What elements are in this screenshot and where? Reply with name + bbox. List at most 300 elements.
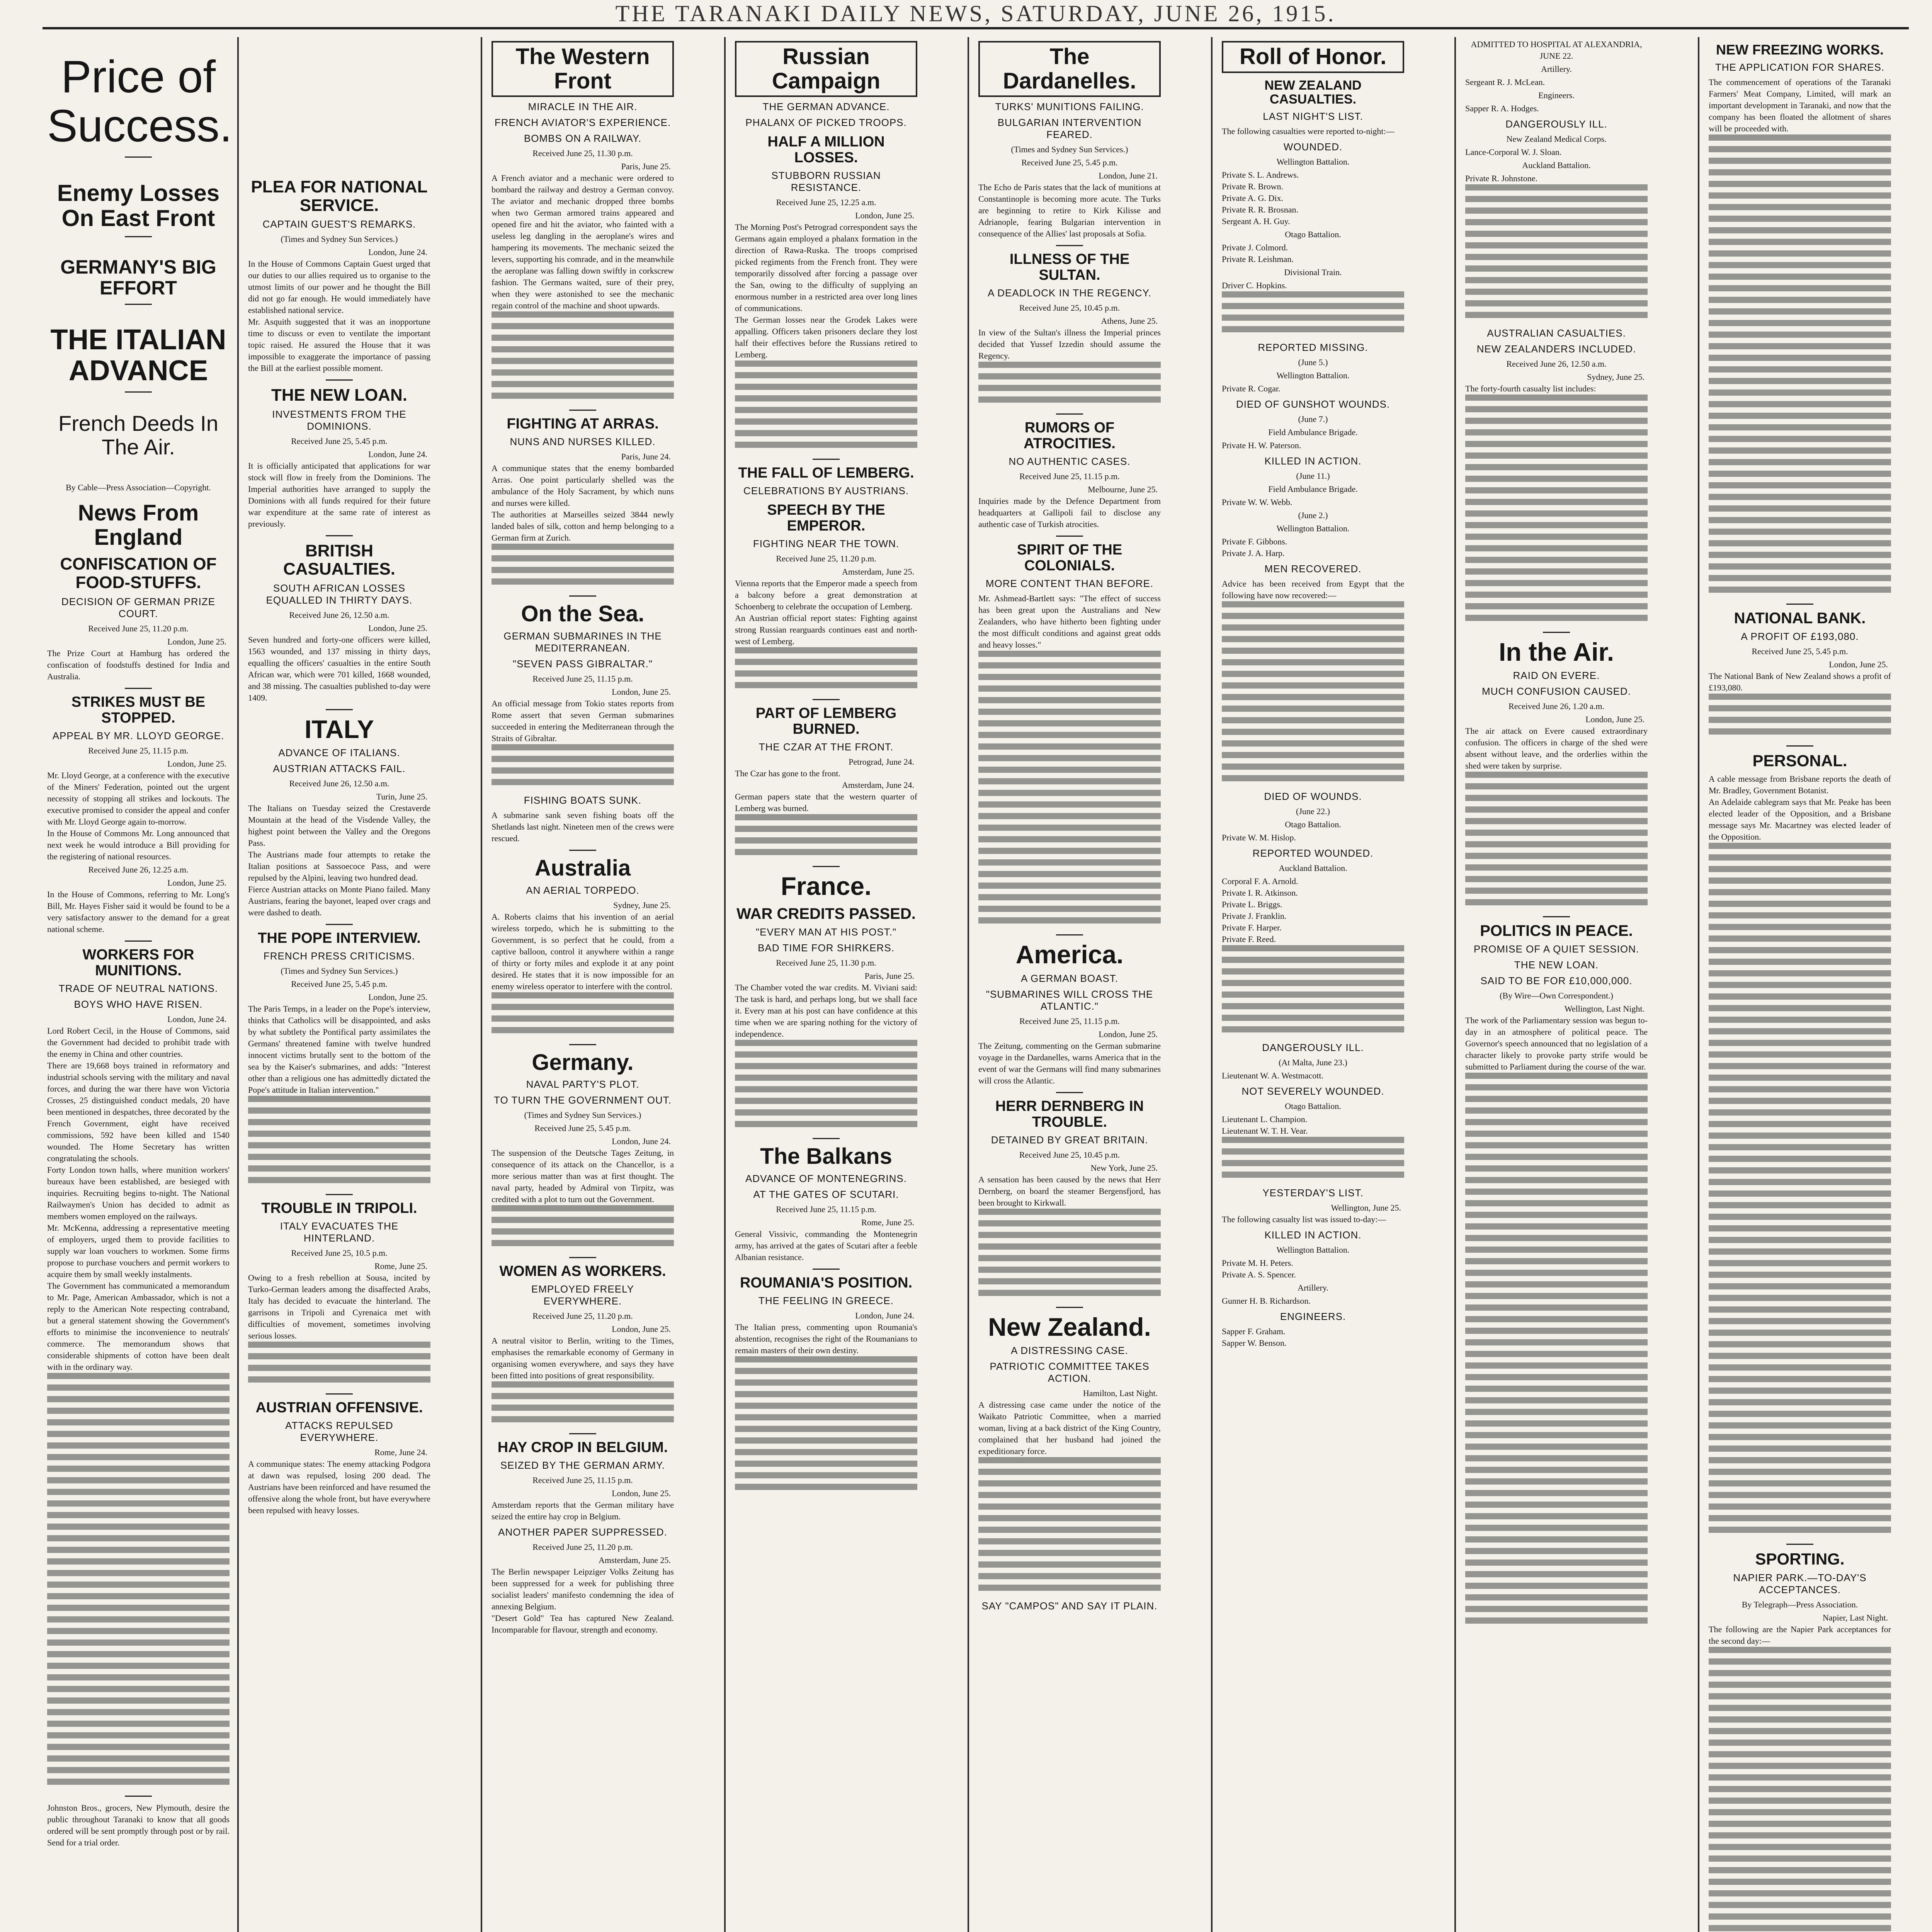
- headline-new-zealand: New Zealand.: [988, 1312, 1151, 1341]
- page-title: Price of Success.: [47, 51, 232, 152]
- list-date: (June 22.): [1296, 806, 1330, 816]
- dateline: Amsterdam, June 25.: [842, 567, 914, 577]
- column-4: [730, 37, 922, 1932]
- paragraph: The suspension of the Deutsche Tages Zeitung, in consequence of its attack on the Chancellor, is a more serious matter than was at first thought. The naval party, headed by Admiral von Tirpitz, was credited with a plot to turn out the Government.: [492, 1148, 674, 1204]
- list-item: Private M. H. Peters.: [1222, 1258, 1293, 1268]
- subhead-appeal: APPEAL BY MR. LLOYD GEORGE.: [52, 730, 224, 742]
- dateline: London, June 25.: [368, 992, 427, 1002]
- paragraph: The Berlin newspaper Leipziger Volks Zeitung has been suppressed for a week for publishing three socialist leaders' manifesto condemning the idea of annexing Belgium.: [492, 1567, 674, 1612]
- headline-politics: POLITICS IN PEACE.: [1480, 922, 1633, 940]
- dateline: (Times and Sydney Sun Services.): [1011, 145, 1128, 155]
- subhead-confusion: MUCH CONFUSION CAUSED.: [1481, 685, 1631, 697]
- paragraph: A communique states that the enemy bombarded Arras. One point particularly shelled was the ambulance of the Holy Sacrament, by which nuns and nurses were killed.: [492, 463, 674, 508]
- list-item: Sapper W. Benson.: [1222, 1338, 1287, 1348]
- paragraph: The following are the Napier Park acceptances for the second day:—: [1709, 1624, 1891, 1646]
- byline: By Cable—Press Association—Copyright.: [66, 483, 211, 493]
- paragraph: Mr. Ashmead-Bartlett says: "The effect of success has been great upon the Australians and New Zealanders, who have hitherto been fighting under the most difficult conditions and against great odds and heavy losses.": [978, 594, 1161, 650]
- list-item: Gunner H. B. Richardson.: [1222, 1296, 1311, 1306]
- unit-name: Otago Battalion.: [1285, 230, 1341, 240]
- dateline: Received June 25, 5.45 p.m.: [291, 979, 388, 989]
- subhead-every-man: "EVERY MAN AT HIS POST.": [755, 926, 897, 938]
- list-item: Private R. Johnstone.: [1465, 173, 1537, 183]
- advertisement: Johnston Bros., grocers, New Plymouth, desire the public throughout Taranaki to know that all goods ordered will be sent promptly through post or by rail. Send for a trial order.: [47, 1803, 230, 1847]
- paragraph: Lord Robert Cecil, in the House of Commons, said the Government had decided to prohibit trade with the enemy in China and other countries.: [47, 1026, 230, 1059]
- paragraph: The following casualty list was issued to-day:—: [1222, 1214, 1386, 1225]
- dateline: Received June 25, 12.25 a.m.: [776, 197, 876, 207]
- list-item: Private F. Harper.: [1222, 923, 1282, 933]
- subhead-killed-2: KILLED IN ACTION.: [1264, 1229, 1362, 1241]
- headline-illness: ILLNESS OF THE SULTAN.: [1009, 251, 1130, 284]
- paragraph: The air attack on Evere caused extraordinary confusion. The officers in charge of the shed were absent without leave, and the orderlies within the shed were taken by surprise.: [1465, 726, 1648, 771]
- headline-part-burned: PART OF LEMBERG BURNED.: [755, 705, 897, 738]
- dateline: Petrograd, June 24.: [849, 757, 914, 767]
- paragraph: A sensation has been caused by the news that Herr Dernberg, on board the steamer Bergensfjord, has been brought to Kirkwall.: [978, 1174, 1161, 1208]
- headline-nz-casualties: NEW ZEALAND CASUALTIES.: [1264, 78, 1362, 107]
- headline-on-the-sea: On the Sea.: [521, 601, 645, 627]
- list-item: Private R. Cogar.: [1222, 384, 1281, 394]
- dateline: Hamilton, Last Night.: [1083, 1388, 1158, 1398]
- headline-british-casualties: BRITISH CASUALTIES.: [283, 541, 396, 579]
- list-item: Lieutenant W. A. Westmacott.: [1222, 1071, 1324, 1081]
- subhead-italy-evacuates: ITALY EVACUATES THE HINTERLAND.: [280, 1220, 399, 1244]
- dateline: Received June 26, 12.50 a.m.: [1506, 359, 1607, 369]
- dateline: London, June 25.: [1829, 660, 1888, 670]
- paragraph: Mr. Lloyd George, at a conference with the executive of the Miners' Federation, pointed out the urgent necessity of stopping all strikes and lockouts. The executive promised to consider the appeal and confer with Mr. Lloyd George again to-morrow.: [47, 770, 230, 827]
- subhead-munitions: TURKS' MUNITIONS FAILING.: [995, 101, 1144, 113]
- list-item: Private H. W. Paterson.: [1222, 440, 1301, 451]
- paragraph: An official message from Tokio states reports from Rome assert that seven German submarines succeeded in entering the Mediterranean through the Straits of Gibraltar.: [492, 698, 674, 743]
- dateline: London, June 25.: [167, 636, 226, 646]
- paragraph: In view of the Sultan's illness the Imperial princes decided that Yussef Izzedin should assume the Regency.: [978, 328, 1161, 361]
- headline-strikes: STRIKES MUST BE STOPPED.: [71, 694, 206, 726]
- subhead-advance: ADVANCE OF ITALIANS.: [278, 747, 400, 759]
- dateline: Received June 25, 11.15 p.m.: [88, 745, 189, 755]
- headline-dardanelles: The Dardanelles.: [1003, 44, 1136, 94]
- paragraph: German papers state that the western quarter of Lemberg was burned.: [735, 792, 917, 813]
- paragraph: The Morning Post's Petrograd correspondent says the Germans again employed a phalanx formation in the direction of Rawa-Ruska. The troops comprised picked regiments from the French front. They were temporarily dissolved after forcing a passage over the San, owing to the difficulty of supplying an enormous number in a restricted area over long lines of communications.: [735, 222, 917, 313]
- column-6: [1217, 37, 1409, 1932]
- subhead-reported-missing: REPORTED MISSING.: [1258, 342, 1368, 354]
- list-item: Sapper R. A. Hodges.: [1465, 104, 1539, 113]
- subhead-atlantic: "SUBMARINES WILL CROSS THE ATLANTIC.": [986, 988, 1153, 1012]
- column-7: [1461, 37, 1652, 1932]
- headline-germany: GERMANY'S BIG EFFORT: [60, 256, 216, 299]
- paragraph: The Echo de Paris states that the lack of munitions at Constantinople is becoming more acute. The Turks are beginning to retire to Kirk Kilisse and Adrianople, fearing Bulgarian intervention in consequence of the Allies' last proposals at Sofia.: [978, 182, 1161, 239]
- headline-balkans: The Balkans: [760, 1143, 892, 1169]
- masthead: THE TARANAKI DAILY NEWS, SATURDAY, JUNE 26, 1915.: [43, 0, 1909, 29]
- dateline: Received June 26, 12.50 a.m.: [289, 778, 389, 788]
- column-rule: [968, 37, 969, 1932]
- list-item: Private A. S. Spencer.: [1222, 1270, 1296, 1280]
- column-rule: [1698, 37, 1699, 1932]
- dateline: Received June 26, 12.50 a.m.: [289, 610, 389, 620]
- list-item: Private R. R. Brosnan.: [1222, 205, 1298, 215]
- dateline: London, June 25.: [1099, 1029, 1158, 1039]
- dateline: London, June 25.: [167, 878, 226, 888]
- subhead-promise: PROMISE OF A QUIET SESSION.: [1473, 943, 1639, 955]
- subhead-content: MORE CONTENT THAN BEFORE.: [985, 578, 1154, 590]
- subhead-engineers: ENGINEERS.: [1280, 1311, 1346, 1323]
- paragraph: Amsterdam reports that the German military have seized the entire hay crop in Belgium.: [492, 1500, 674, 1522]
- headline-austrian-offensive: AUSTRIAN OFFENSIVE.: [255, 1399, 423, 1416]
- dateline: Amsterdam, June 24.: [842, 780, 914, 790]
- unit-name: Wellington Battalion.: [1276, 1245, 1350, 1255]
- dateline: Napier, Last Night.: [1823, 1612, 1888, 1622]
- subhead-distressing: A DISTRESSING CASE.: [1011, 1345, 1128, 1357]
- subhead-gibraltar: "SEVEN PASS GIBRALTAR.": [512, 658, 653, 670]
- subhead-dangerously-ill: DANGEROUSLY ILL.: [1505, 118, 1607, 130]
- list-item: Sergeant A. H. Guy.: [1222, 216, 1290, 226]
- dateline: Paris, June 24.: [621, 452, 671, 462]
- column-1: [43, 37, 234, 1932]
- dateline: London, June 25.: [167, 759, 226, 769]
- subhead-montenegrins: ADVANCE OF MONTENEGRINS.: [745, 1172, 907, 1184]
- paragraph: The following casualties were reported to-night:—: [1222, 126, 1395, 136]
- list-item: Private J. A. Harp.: [1222, 548, 1285, 558]
- list-item: Driver C. Hopkins.: [1222, 281, 1287, 291]
- dateline: Received June 25, 5.45 p.m.: [534, 1123, 631, 1133]
- dateline: By Telegraph—Press Association.: [1742, 1599, 1858, 1609]
- subhead-naval-plot: NAVAL PARTY'S PLOT.: [526, 1078, 639, 1090]
- list-item: Sapper F. Graham.: [1222, 1327, 1286, 1337]
- subhead-fishing: FISHING BOATS SUNK.: [524, 794, 642, 806]
- dateline: Melbourne, June 25.: [1088, 485, 1158, 495]
- headline-national-bank: NATIONAL BANK.: [1734, 609, 1866, 627]
- headline-pope: THE POPE INTERVIEW.: [258, 930, 421, 946]
- list-item: Private J. Colmord.: [1222, 243, 1288, 253]
- dateline: Rome, June 24.: [374, 1447, 427, 1457]
- dateline: London, June 24.: [368, 247, 427, 257]
- unit-name: Field Ambulance Brigade.: [1268, 427, 1358, 437]
- column-8: [1704, 37, 1896, 1932]
- headline-england: News From England: [78, 500, 199, 550]
- column-5: [974, 37, 1165, 1932]
- subhead-australian: AUSTRALIAN CASUALTIES.: [1487, 327, 1626, 339]
- list-item: Private W. W. Webb.: [1222, 497, 1293, 507]
- dateline: London, June 25.: [612, 687, 671, 697]
- paragraph: There are 19,668 boys trained in reformatory and industrial schools serving with the military and naval forces, and during the war there have won Victoria Crosses, 25 distinguished conduct medals, 20 have been mentioned in despatches, three decorated by the French Government, eight have received commissions, 592 have been killed and 1540 wounded. The Home Secretary has written congratulating the schools.: [47, 1060, 230, 1163]
- paragraph: Mr. Asquith suggested that it was an inopportune time to discuss or even to ventilate the important topic raised. He assured the House that it was impossible to exaggerate the importance of passing the Bill at the earliest possible moment.: [248, 317, 430, 373]
- dateline: (Times and Sydney Sun Services.): [281, 234, 398, 244]
- dateline: (Times and Sydney Sun Services.): [524, 1110, 641, 1120]
- list-item: Corporal F. A. Arnold.: [1222, 876, 1298, 886]
- headline-personal: PERSONAL.: [1752, 752, 1847, 770]
- dateline: Received June 26, 1.20 a.m.: [1508, 701, 1605, 711]
- headline-spirit: SPIRIT OF THE COLONIALS.: [1017, 542, 1122, 574]
- list-date: (June 5.): [1298, 357, 1328, 367]
- headline-fall-of-lemberg: THE FALL OF LEMBERG.: [738, 465, 914, 481]
- paragraph: Seven hundred and forty-one officers were killed, 1563 wounded, and 137 missing in thirty days, equalling the officers' casualties in the entire South African war, which were 701 killed, 1668 wounded, and 38 missing. The casualties published to-day were 1409.: [248, 634, 430, 702]
- unit-name: Artillery.: [1298, 1283, 1328, 1293]
- paragraph: The Prize Court at Hamburg has ordered the confiscation of foodstuffs destined for India and Australia.: [47, 648, 230, 681]
- dateline: London, June 24.: [167, 1014, 226, 1024]
- dateline: New York, June 25.: [1090, 1163, 1158, 1173]
- paragraph: The Zeitung, commenting on the German submarine voyage in the Dardanelles, warns America that in the event of war the Germans will find many submarines will cross the Atlantic.: [978, 1041, 1161, 1085]
- list-item: Lance-Corporal W. J. Sloan.: [1465, 147, 1562, 157]
- subhead-turn-out: TO TURN THE GOVERNMENT OUT.: [494, 1094, 672, 1106]
- column-rule: [1454, 37, 1456, 1932]
- dateline: (By Wire—Own Correspondent.): [1500, 991, 1613, 1001]
- subhead-raid: RAID ON EVERE.: [1513, 670, 1600, 682]
- headline-australia: Australia: [534, 855, 631, 881]
- paragraph: The Chamber voted the war credits. M. Viviani said: The task is hard, and perhaps long, but we shall face it. Every man at his post can have confidence at this time when we are sparing nothing for the victory of independence.: [735, 982, 917, 1039]
- dateline: Received June 25, 10.5 p.m.: [291, 1248, 388, 1258]
- unit-name: Wellington Battalion.: [1276, 524, 1350, 534]
- headline-tripoli: TROUBLE IN TRIPOLI.: [261, 1200, 417, 1216]
- unit-name: Divisional Train.: [1284, 267, 1342, 277]
- dateline: London, June 24.: [368, 449, 427, 459]
- subhead-south-african: SOUTH AFRICAN LOSSES EQUALLED IN THIRTY DAYS.: [266, 582, 413, 606]
- subhead-aviator: FRENCH AVIATOR'S EXPERIENCE.: [494, 117, 671, 129]
- dateline: Paris, June 25.: [864, 971, 914, 981]
- paragraph: Inquiries made by the Defence Department from headquarters at Gallipoli fail to disclose any authentic case of Turkish atrocities.: [978, 496, 1161, 529]
- subhead-paper: ANOTHER PAPER SUPPRESSED.: [498, 1526, 667, 1538]
- headline-hay-crop: HAY CROP IN BELGIUM.: [497, 1439, 668, 1456]
- paragraph: In the House of Commons Mr. Long announced that next week he would introduce a Bill providing for the registering of national resources.: [47, 828, 230, 861]
- subhead-new-loan: THE NEW LOAN.: [1514, 959, 1599, 971]
- paragraph: The Austrians made four attempts to retake the Italian positions at Sassoecoce Pass, and were repulsed by the Alpini, leaving two hundred dead.: [248, 849, 430, 883]
- dateline: Amsterdam, June 25.: [599, 1555, 671, 1565]
- paragraph: An Austrian official report states: Fighting against strong Russian rearguards continues east and north-west of Lemberg.: [735, 613, 917, 646]
- headline-freezing-works: NEW FREEZING WORKS.: [1716, 42, 1884, 58]
- dateline: London, June 25.: [612, 1488, 671, 1498]
- headline-speech: SPEECH BY THE EMPEROR.: [767, 502, 885, 534]
- paragraph: Mr. McKenna, addressing a representative meeting of employers, urged them to provide facilities to supply war loan vouchers to workmen. Some firms propose to purchase vouchers and permit workers to acquire them by small weekly instalments.: [47, 1223, 230, 1279]
- dateline: Received June 25, 5.45 p.m.: [1752, 646, 1848, 656]
- subhead-detained: DETAINED BY GREAT BRITAIN.: [991, 1134, 1148, 1146]
- paragraph: The Government has communicated a memorandum to Mr. Page, American Ambassador, which is not a reply to the American Note respecting contraband, but a general statement showing the Government's efforts to minimise the inconvenience to neutrals' commerce. The memorandum shows that considerable shipments of cotton have been dealt with in the ordinary way.: [47, 1281, 230, 1372]
- list-item: Private J. Franklin.: [1222, 911, 1287, 921]
- subhead-no-authentic: NO AUTHENTIC CASES.: [1009, 456, 1131, 468]
- subhead-greece: THE FEELING IN GREECE.: [759, 1294, 894, 1306]
- paragraph: The Paris Temps, in a leader on the Pope's interview, thinks that Catholics will be disappointed, and asks by what subtlety the Pontifical party assimilates the Germans' threatened famine with twelve hundred innocent victims brutally sent to the bottom of the sea by the Kaiser's submarines, and adds: "Interest other than a religious one has admittedly dictated the Pope's attitude in Italian intervention.": [248, 1003, 430, 1095]
- list-item: Private R. Brown.: [1222, 182, 1283, 192]
- headline-sporting: SPORTING.: [1755, 1550, 1845, 1568]
- subhead-died-gunshot: DIED OF GUNSHOT WOUNDS.: [1236, 398, 1390, 410]
- paragraph: The Czar has gone to the front.: [735, 769, 841, 779]
- subhead-application: THE APPLICATION FOR SHARES.: [1715, 61, 1885, 73]
- dateline: London, June 25.: [1585, 714, 1645, 724]
- paragraph: Advice has been received from Egypt that the following have now recovered:—: [1222, 579, 1404, 600]
- subhead-dangerously-ill: DANGEROUSLY ILL.: [1262, 1042, 1364, 1054]
- unit-name: Wellington Battalion.: [1276, 371, 1350, 381]
- list-item: Private I. R. Atkinson.: [1222, 888, 1298, 898]
- paragraph: The authorities at Marseilles seized 3844 newly landed bales of silk, cotton and hemp belonging to a German firm at Zurich.: [492, 510, 674, 543]
- paragraph: The National Bank of New Zealand shows a profit of £193,080.: [1709, 671, 1891, 693]
- subhead-recovered: MEN RECOVERED.: [1264, 563, 1362, 575]
- dateline: Received June 25, 11.15 p.m.: [776, 1204, 876, 1214]
- dateline: Received June 25, 10.45 p.m.: [1019, 303, 1120, 313]
- headline-arras: FIGHTING AT ARRAS.: [507, 416, 659, 432]
- paragraph: The Italian press, commenting upon Roumania's abstention, recognises the right of the Roumanians to remain masters of their own destiny.: [735, 1322, 917, 1355]
- dateline: Received June 25, 11.15 p.m.: [532, 673, 633, 684]
- subhead-said: SAID TO BE FOR £10,000,000.: [1480, 975, 1633, 987]
- subhead-nuns: NUNS AND NURSES KILLED.: [510, 436, 656, 448]
- dateline: Rome, June 25.: [374, 1261, 427, 1271]
- subhead-wounded: WOUNDED.: [1283, 141, 1343, 153]
- headline-italian: THE ITALIAN ADVANCE: [50, 323, 226, 387]
- subhead-killed: KILLED IN ACTION.: [1264, 455, 1362, 467]
- dateline: Received June 25, 11.30 p.m.: [776, 957, 876, 968]
- paragraph: An Adelaide cablegram says that Mr. Peake has been elected leader of the Opposition, and a Brisbane message says Mr. Macartney was elected leader of the Opposition.: [1709, 797, 1891, 842]
- paragraph: It is officially anticipated that applications for war stock will flow in freely from the Dominions. The Imperial authorities have arranged to supply the Dominions with all funds required for their future war expenditure at the same rate of interest as previously.: [248, 461, 430, 529]
- dateline: Turin, June 25.: [376, 791, 427, 801]
- headline-workers: WORKERS FOR MUNITIONS.: [82, 946, 194, 979]
- subhead-napier: NAPIER PARK.—TO-DAY'S ACCEPTANCES.: [1733, 1571, 1867, 1595]
- advertisement-campos: SAY "CAMPOS" AND SAY IT PLAIN.: [981, 1600, 1158, 1612]
- subhead-guest: CAPTAIN GUEST'S REMARKS.: [262, 218, 416, 230]
- paragraph: Vienna reports that the Emperor made a speech from a balcony before a great demonstration at Schoenberg to celebrate the occupation of Lemberg.: [735, 578, 917, 612]
- list-item: Sergeant R. J. McLean.: [1465, 77, 1545, 87]
- subhead-died-of-wounds: DIED OF WOUNDS.: [1264, 791, 1362, 803]
- unit-name: New Zealand Medical Corps.: [1506, 134, 1607, 144]
- subhead-french-press: FRENCH PRESS CRITICISMS.: [263, 950, 415, 962]
- subhead-investments: INVESTMENTS FROM THE DOMINIONS.: [272, 408, 406, 432]
- dateline: Paris, June 25.: [621, 162, 671, 172]
- subhead-patriotic: PATRIOTIC COMMITTEE TAKES ACTION.: [990, 1361, 1150, 1384]
- subhead-employed: EMPLOYED FREELY EVERYWHERE.: [531, 1283, 634, 1307]
- subhead-bombs: BOMBS ON A RAILWAY.: [524, 133, 642, 145]
- dateline: Sydney, June 25.: [1587, 372, 1645, 382]
- dateline: Received June 25, 11.30 p.m.: [532, 148, 633, 158]
- headline-new-loan: THE NEW LOAN.: [271, 386, 407, 405]
- list-item: Private F. Gibbons.: [1222, 537, 1287, 547]
- paragraph: The forty-fourth casualty list includes:: [1465, 384, 1596, 393]
- paragraph: Forty London town halls, where munition workers' bureaux have been established, are besieged with inquiries. Recruiting begins to-night. The National Railwaymen's Union has decided to admit as members women employed on the railways.: [47, 1165, 230, 1221]
- unit-name: Otago Battalion.: [1285, 1101, 1341, 1111]
- unit-name: Engineers.: [1538, 90, 1575, 100]
- dateline: Received June 25, 11.15 p.m.: [1019, 471, 1120, 481]
- paragraph: A distressing case came under the notice of the Waikato Patriotic Committee, when a married woman, living at a back district of the King Country, complained that her husband had joined the expeditionary force.: [978, 1400, 1161, 1456]
- paragraph: A communique states: The enemy attacking Podgora at dawn was repulsed, losing 200 dead. The Austrians have been reinforced and have resumed the offensive along the whole front, but have everywhere been repulsed with heavy losses.: [248, 1459, 430, 1515]
- column-rule: [237, 37, 239, 1932]
- subhead-reported-wounded: REPORTED WOUNDED.: [1252, 847, 1374, 859]
- paragraph: The commencement of operations of the Taranaki Farmers' Meat Company, Limited, will mark an important development in Taranaki, and now that the company has been floated the allotment of shares will be proceeded with.: [1709, 77, 1891, 133]
- subhead-stubborn: STUBBORN RUSSIAN RESISTANCE.: [771, 170, 881, 194]
- column-rule: [481, 37, 482, 1932]
- list-heading: ADMITTED TO HOSPITAL AT ALEXANDRIA, JUNE 22.: [1471, 39, 1642, 61]
- headline-rumors: RUMORS OF ATROCITIES.: [1024, 420, 1116, 452]
- list-date: (June 7.): [1298, 414, 1328, 424]
- paragraph: A neutral visitor to Berlin, writing to the Times, emphasises the remarkable economy of Germany in organising women everywhere, and says they have been fitted into positions of great responsibility.: [492, 1336, 674, 1381]
- headline-plea: PLEA FOR NATIONAL SERVICE.: [251, 178, 428, 215]
- subhead-seized: SEIZED BY THE GERMAN ARMY.: [500, 1459, 665, 1471]
- dateline: Received June 26, 12.25 a.m.: [88, 864, 189, 874]
- paragraph: Owing to a fresh rebellion at Sousa, incited by Turko-German leaders among the disaffected Arabs, Italy has decided to evacuate the hinterland. The garrisons in Tripoli and Cyrenaica met with difficulties of movement, sometimes involving serious losses.: [248, 1272, 430, 1340]
- dateline: London, June 25.: [855, 211, 914, 221]
- subhead-submarines: GERMAN SUBMARINES IN THE MEDITERRANEAN.: [503, 630, 662, 654]
- subhead-not-severely: NOT SEVERELY WOUNDED.: [1242, 1085, 1384, 1097]
- list-date: (June 11.): [1296, 471, 1330, 481]
- unit-name: Field Ambulance Brigade.: [1268, 484, 1358, 494]
- paragraph: In the House of Commons Captain Guest urged that our duties to our allies required us to organise to the utmost limits of our power and he thought the Bill did not go far enough. He would immediately have established national service.: [248, 259, 430, 315]
- headline-in-the-air: In the Air.: [1498, 638, 1614, 666]
- subhead-trade: TRADE OF NEUTRAL NATIONS.: [58, 982, 218, 994]
- column-rule: [724, 37, 726, 1932]
- unit-name: Otago Battalion.: [1285, 820, 1341, 830]
- dateline: London, June 21.: [1099, 171, 1158, 181]
- headline-germany: Germany.: [532, 1049, 634, 1075]
- dateline: Received June 25, 5.45 p.m.: [1021, 158, 1118, 168]
- headline-enemy-losses: Enemy Losses On East Front: [57, 180, 220, 231]
- column-2: [243, 178, 435, 1932]
- list-item: Private S. L. Andrews.: [1222, 170, 1299, 180]
- subhead-celebrations: CELEBRATIONS BY AUSTRIANS.: [743, 485, 909, 497]
- headline-confiscation: CONFISCATION OF FOOD-STUFFS.: [60, 554, 217, 592]
- subhead-profit: A PROFIT OF £193,080.: [1741, 631, 1859, 643]
- headline-french: French Deeds In The Air.: [58, 411, 218, 459]
- subhead-german-advance: THE GERMAN ADVANCE.: [762, 101, 890, 113]
- dateline: (Times and Sydney Sun Services.): [281, 966, 398, 976]
- headline-france: France.: [781, 872, 872, 901]
- dateline: Received June 25, 11.20 p.m.: [776, 554, 876, 564]
- subhead-boys: BOYS WHO HAVE RISEN.: [74, 998, 203, 1010]
- subhead-scutari: AT THE GATES OF SCUTARI.: [753, 1188, 899, 1200]
- paragraph: The work of the Parliamentary session was begun to-day in an atmosphere of political peace. The Governor's speech announced that no legislation of a character likely to provoke party strife would be submitted to Parliament during the course of the war.: [1465, 1015, 1648, 1072]
- list-date: (At Malta, June 23.): [1279, 1058, 1347, 1068]
- subhead-boast: A GERMAN BOAST.: [1021, 972, 1118, 984]
- headline-italy: ITALY: [304, 714, 374, 743]
- subhead-yesterday: YESTERDAY'S LIST.: [1262, 1187, 1364, 1199]
- headline-dernberg: HERR DERNBERG IN TROUBLE.: [995, 1098, 1144, 1130]
- advertisement: "Desert Gold" Tea has captured New Zealand. Incomparable for flavour, strength and economy.: [492, 1613, 674, 1635]
- list-item: Private A. G. Dix.: [1222, 193, 1283, 203]
- subhead-decision: DECISION OF GERMAN PRIZE COURT.: [61, 595, 216, 619]
- dateline: Received June 25, 11.15 p.m.: [532, 1475, 633, 1485]
- dateline: Sydney, June 25.: [613, 900, 671, 910]
- unit-name: Auckland Battalion.: [1279, 863, 1347, 873]
- headline-half-million: HALF A MILLION LOSSES.: [767, 134, 885, 166]
- subhead-new-zealanders: NEW ZEALANDERS INCLUDED.: [1476, 343, 1636, 355]
- list-item: Lieutenant L. Champion.: [1222, 1114, 1308, 1124]
- subhead-fighting-near: FIGHTING NEAR THE TOWN.: [753, 538, 900, 550]
- unit-name: Artillery.: [1541, 64, 1572, 74]
- headline-women: WOMEN AS WORKERS.: [499, 1263, 666, 1280]
- subhead-bad-time: BAD TIME FOR SHIRKERS.: [758, 942, 895, 954]
- subhead-czar: THE CZAR AT THE FRONT.: [759, 741, 894, 753]
- list-item: Lieutenant W. T. H. Vear.: [1222, 1126, 1308, 1136]
- paragraph: The Italians on Tuesday seized the Crestaverde Mountain at the head of the Visdende Valley, the highest point between the Valley and the Oregons Pass.: [248, 803, 430, 848]
- headline-war-credits: WAR CREDITS PASSED.: [736, 905, 916, 922]
- paragraph: A submarine sank seven fishing boats off the Shetlands last night. Nineteen men of the crews were rescued.: [492, 810, 674, 843]
- list-item: Private R. Leishman.: [1222, 254, 1294, 264]
- unit-name: Wellington Battalion.: [1276, 157, 1350, 167]
- dateline: Wellington, June 25.: [1331, 1203, 1401, 1213]
- paragraph: The German losses near the Grodek Lakes were appalling. Officers taken prisoners declare they lost half their effectives before the Russians retired to Lemberg.: [735, 315, 917, 360]
- subhead-bulgarian: BULGARIAN INTERVENTION FEARED.: [997, 117, 1142, 141]
- subhead-deadlock: A DEADLOCK IN THE REGENCY.: [988, 287, 1151, 299]
- subhead-miracle: MIRACLE IN THE AIR.: [528, 101, 638, 113]
- dateline: London, June 25.: [612, 1324, 671, 1334]
- headline-western-front: The Western Front: [515, 44, 650, 94]
- headline-russian-campaign: Russian Campaign: [772, 44, 881, 94]
- column-3: [487, 37, 679, 1932]
- paragraph: Fierce Austrian attacks on Monte Piano failed. Many Austrians, fearing the bayonet, leaped over crags and were dashed to death.: [248, 884, 430, 917]
- dateline: London, June 24.: [855, 1310, 914, 1320]
- subhead-last-night: LAST NIGHT'S LIST.: [1263, 111, 1363, 122]
- headline-america: America.: [1015, 940, 1124, 969]
- paragraph: In the House of Commons, referring to Mr. Long's Bill, Mr. Hayes Fisher said it would be found to be a very satisfactory answer to the demand for a great national scheme.: [47, 889, 230, 934]
- subhead-phalanx: PHALANX OF PICKED TROOPS.: [745, 117, 907, 129]
- dateline: Received June 25, 10.45 p.m.: [1019, 1150, 1120, 1160]
- subhead-attacks-repulsed: ATTACKS REPULSED EVERYWHERE.: [285, 1419, 393, 1443]
- subhead-austrian-attacks: AUSTRIAN ATTACKS FAIL.: [273, 762, 406, 774]
- headline-roumania: ROUMANIA'S POSITION.: [740, 1274, 913, 1291]
- list-item: Private F. Reed.: [1222, 934, 1276, 944]
- list-item: Private W. M. Hislop.: [1222, 833, 1296, 843]
- paragraph: A French aviator and a mechanic were ordered to bombard the railway and destroy a German convoy. The aviator and mechanic dropped three bombs when two German armored trains appeared and opened fire and hit the aviator, who fainted with a useless leg dangling in the aeroplane's wires and hampering its movements. The mechanic seized the levers, supporting his comrade, and in the meanwhile the aeroplane was falling down swiftly in corkscrew fashion. The Germans waited, sure of their prey, when they were astonished to see the mechanic regain control of the machine and shoot upwards.: [492, 173, 674, 311]
- dateline: Received June 25, 11.15 p.m.: [1019, 1016, 1120, 1026]
